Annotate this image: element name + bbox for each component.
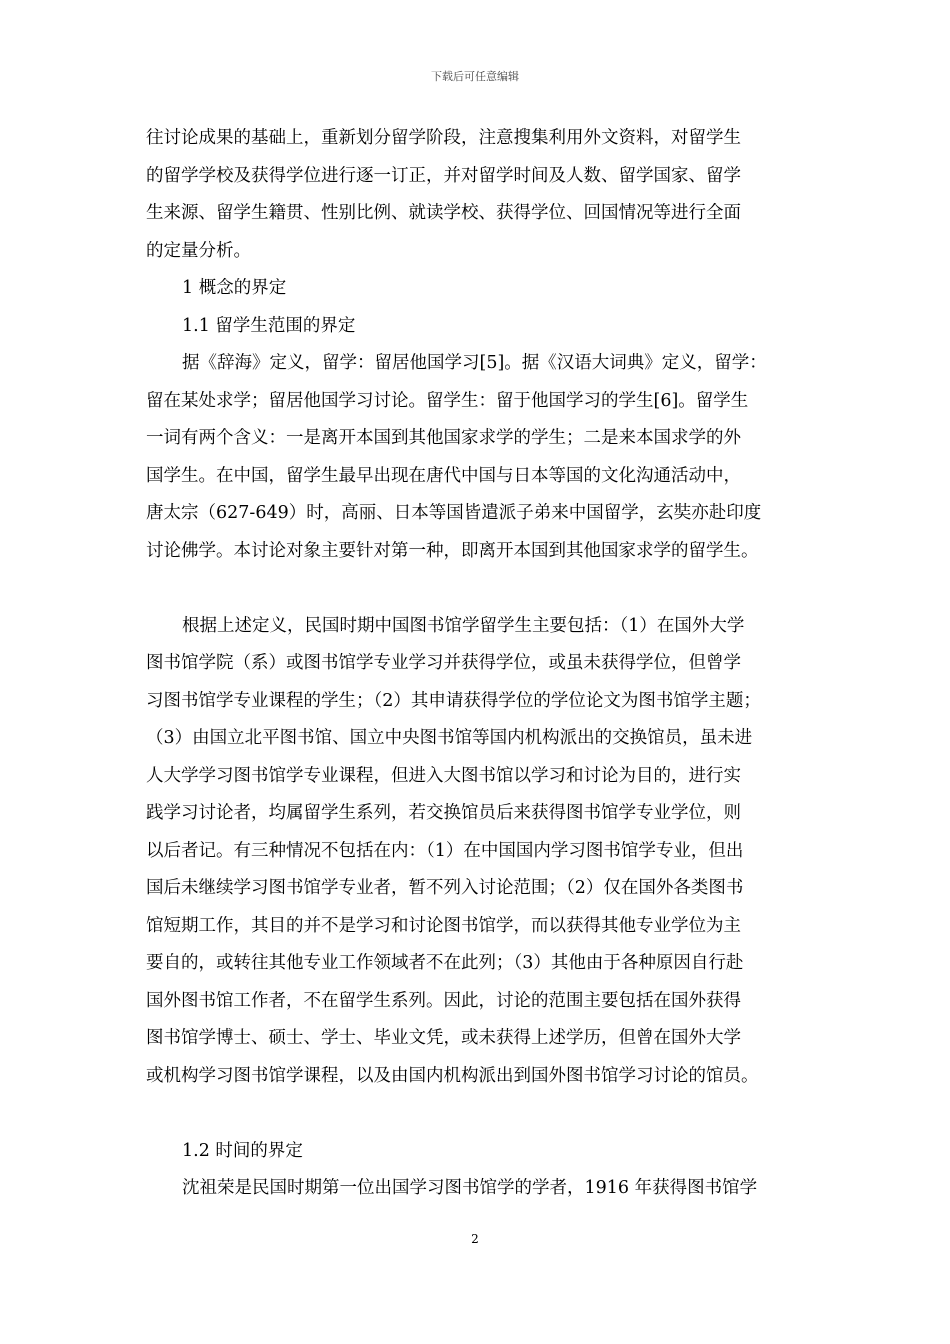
text-line: 国学生。在中国，留学生最早出现在唐代中国与日本等国的文化沟通活动中， bbox=[146, 465, 741, 486]
text-line: 沈祖荣是民国时期第一位出国学习图书馆学的学者，1916 年获得图书馆学 bbox=[182, 1178, 758, 1198]
page-number: 2 bbox=[471, 1232, 479, 1246]
text-line: 一词有两个含义：一是离开本国到其他国家求学的学生；二是来本国求学的外 bbox=[146, 428, 741, 448]
text-line: 国外图书馆工作者，不在留学生系列。因此，讨论的范围主要包括在国外获得 bbox=[146, 990, 741, 1011]
text-line: （3）由国立北平图书馆、国立中央图书馆等国内机构派出的交换馆员，虽未进 bbox=[146, 728, 753, 748]
page-header: 下载后可任意编辑 bbox=[431, 70, 519, 83]
blank-line bbox=[146, 570, 822, 608]
text-line: 1 概念的界定 bbox=[182, 278, 287, 298]
text-line: 馆短期工作，其目的并不是学习和讨论图书馆学，而以获得其他专业学位为主 bbox=[146, 915, 741, 936]
text-line: 1.2 时间的界定 bbox=[182, 1140, 303, 1161]
text-line: 唐太宗（627-649）时，高丽、日本等国皆遣派子弟来中国留学，玄奘亦赴印度 bbox=[146, 503, 762, 523]
text-line: 人大学学习图书馆学专业课程，但进入大图书馆以学习和讨论为目的，进行实 bbox=[146, 765, 741, 786]
text-line: 讨论佛学。本讨论对象主要针对第一种，即离开本国到其他国家求学的留学生。 bbox=[146, 540, 759, 561]
text-line: 以后者记。有三种情况不包括在内：（1）在中国国内学习图书馆学专业，但出 bbox=[146, 840, 744, 861]
text-line: 根据上述定义，民国时期中国图书馆学留学生主要包括：（1）在国外大学 bbox=[182, 615, 745, 636]
text-line: 国后未继续学习图书馆学专业者，暂不列入讨论范围；（2）仅在国外各类图书 bbox=[146, 878, 744, 898]
document-body bbox=[146, 120, 822, 1208]
blank-line bbox=[146, 1095, 822, 1133]
text-line: 践学习讨论者，均属留学生系列，若交换馆员后来获得图书馆学专业学位，则 bbox=[146, 803, 741, 823]
text-line: 留在某处求学；留居他国学习讨论。留学生：留于他国学习的学生[6]。留学生 bbox=[146, 390, 749, 411]
text-line: 或机构学习图书馆学课程，以及由国内机构派出到国外图书馆学习讨论的馆员。 bbox=[146, 1065, 759, 1086]
text-line: 1.1 留学生范围的界定 bbox=[182, 315, 356, 336]
text-line: 图书馆学博士、硕士、学士、毕业文凭，或未获得上述学历，但曾在国外大学 bbox=[146, 1028, 741, 1048]
text-line: 往讨论成果的基础上，重新划分留学阶段，注意搜集利用外文资料，对留学生 bbox=[146, 128, 741, 148]
text-line: 生来源、留学生籍贯、性别比例、就读学校、获得学位、回国情况等进行全面 bbox=[146, 203, 741, 223]
text-line: 的定量分析。 bbox=[146, 240, 251, 261]
text-line: 习图书馆学专业课程的学生；（2）其申请获得学位的学位论文为图书馆学主题； bbox=[146, 690, 761, 711]
text-line: 图书馆学院（系）或图书馆学专业学习并获得学位，或虽未获得学位，但曾学 bbox=[146, 653, 741, 673]
text-line: 要自的，或转往其他专业工作领域者不在此列；（3）其他由于各种原因自行赴 bbox=[146, 953, 744, 973]
text-line: 的留学学校及获得学位进行逐一订正，并对留学时间及人数、留学国家、留学 bbox=[146, 165, 741, 186]
text-line: 据《辞海》定义，留学：留居他国学习[5]。据《汉语大词典》定义，留学： bbox=[182, 353, 767, 373]
